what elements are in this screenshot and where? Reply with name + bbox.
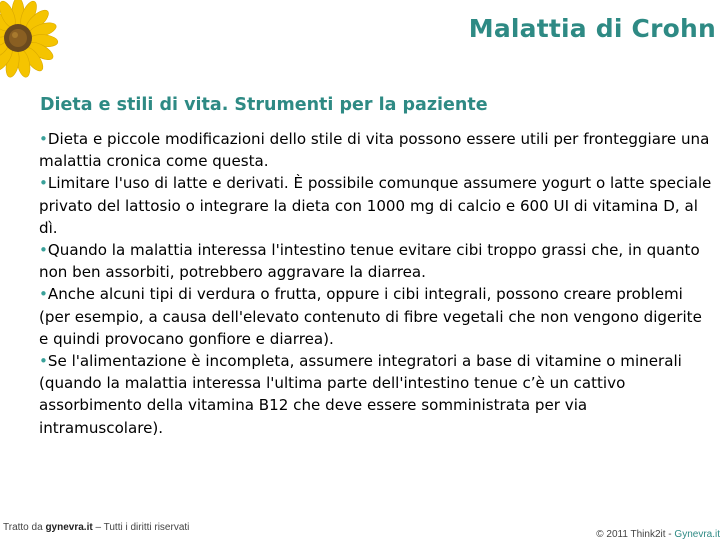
list-item <box>39 172 715 239</box>
bullet-icon: • <box>39 241 48 260</box>
paragraph-text: Quando la malattia interessa l'intestino tenue evitare cibi troppo grassi che, in quanto non ben assorbiti, potrebbero aggravare la diarrea. <box>39 241 700 282</box>
slide-subtitle: Dieta e stili di vita. Strumenti per la paziente <box>40 95 488 115</box>
bullet-icon: • <box>39 130 48 148</box>
footer-brand: gynevra.it <box>45 522 93 533</box>
footer-copyright <box>596 529 720 540</box>
slide-title: Malattia di Crohn <box>468 14 716 43</box>
copyright-text: © 2011 Think2it - <box>596 529 675 540</box>
gynevra-link[interactable]: Gynevra.it <box>674 529 720 540</box>
bullet-icon: • <box>39 174 48 193</box>
list-item <box>39 350 715 439</box>
list-item <box>39 283 715 350</box>
bullet-icon: • <box>39 352 48 371</box>
paragraph-text: Limitare l'uso di latte e derivati. È possibile comunque assumere yogurt o latte speciale privato del lattosio o integrare la dieta con 1000 mg di calcio e 600 UI di vitamina D, al dì. <box>39 174 712 237</box>
list-item <box>39 239 715 283</box>
paragraph-text: Anche alcuni tipi di verdura o frutta, oppure i cibi integrali, possono creare problemi (per esempio, a causa dell'elevato contenuto di fibre vegetali che non vengono digerite e quindi provocano gonfiore e diarrea). <box>39 285 702 348</box>
paragraph-text: Se l'alimentazione è incompleta, assumere integratori a base di vitamine o minerali (quando la malattia interessa l'ultima parte dell'intestino tenue c’è un cattivo assorbimento della vitamina B12 che deve essere somministrata per via intramuscolare). <box>39 352 682 437</box>
paragraph-text: Dieta e piccole modificazioni dello stile di vita possono essere utili per fronteggiare una malattia cronica come questa. <box>39 130 710 171</box>
bullet-icon: • <box>39 285 48 304</box>
sunflower-logo-icon <box>0 0 62 82</box>
footer-rights: – Tutti i diritti riservati <box>92 522 190 533</box>
footer-credit <box>3 522 189 533</box>
list-item <box>39 128 715 172</box>
body-text <box>39 128 715 439</box>
footer-prefix: Tratto da <box>3 522 46 533</box>
